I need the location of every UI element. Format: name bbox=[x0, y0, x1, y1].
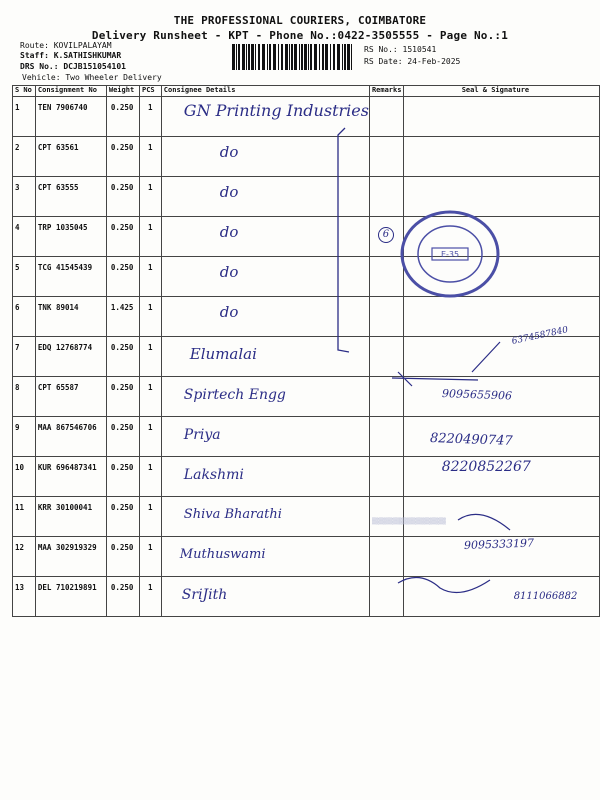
svg-text:E-35: E-35 bbox=[440, 250, 460, 259]
barcode-bar bbox=[251, 44, 254, 70]
barcode-bar bbox=[304, 44, 307, 70]
consignment-text: EDQ 12768774 bbox=[37, 343, 93, 352]
sno-text: 13 bbox=[15, 583, 25, 592]
table-row bbox=[13, 137, 600, 177]
table-row bbox=[13, 177, 600, 217]
cell-sno bbox=[13, 577, 36, 617]
drs-line bbox=[20, 62, 126, 71]
consignee-handwriting: Shiva Bharathi bbox=[183, 507, 282, 522]
col-pcs: PCS bbox=[140, 86, 162, 97]
barcode-bar bbox=[281, 44, 283, 70]
cell-consignee bbox=[161, 377, 369, 417]
barcode-bar bbox=[337, 44, 340, 70]
cell-sno bbox=[13, 217, 36, 257]
sno-text: 5 bbox=[15, 263, 20, 272]
cell-consignee bbox=[161, 417, 369, 457]
consignment-text: CPT 63555 bbox=[37, 183, 79, 192]
table-row bbox=[13, 377, 600, 417]
cell-consignment bbox=[35, 297, 106, 337]
cell-sno bbox=[13, 257, 36, 297]
barcode-bar bbox=[308, 44, 309, 70]
consignee-handwriting: do bbox=[219, 223, 239, 241]
cell-signature bbox=[403, 417, 599, 457]
staff-label: Staff: bbox=[20, 51, 49, 60]
barcode-bar bbox=[330, 44, 331, 70]
barcode-bar bbox=[285, 44, 288, 70]
cell-consignee bbox=[161, 457, 369, 497]
cell-weight bbox=[106, 217, 139, 257]
pcs-text: 1 bbox=[148, 343, 153, 352]
cell-weight bbox=[106, 417, 139, 457]
pcs-text: 1 bbox=[148, 143, 153, 152]
cell-consignee bbox=[161, 497, 369, 537]
cell-sno bbox=[13, 337, 36, 377]
barcode-bar bbox=[238, 44, 240, 70]
cell-remarks bbox=[369, 137, 403, 177]
rs-date-line bbox=[364, 57, 460, 66]
cell-weight bbox=[106, 257, 139, 297]
rs-no-value: 1510541 bbox=[402, 45, 437, 54]
runsheet-table-wrap bbox=[12, 85, 600, 617]
pcs-text: 1 bbox=[148, 183, 153, 192]
cell-weight bbox=[106, 297, 139, 337]
cell-signature bbox=[403, 137, 599, 177]
barcode-bar bbox=[319, 44, 320, 70]
barcode-bar bbox=[351, 44, 352, 70]
col-consignee: Consignee Details bbox=[161, 86, 369, 97]
cell-weight bbox=[106, 377, 139, 417]
barcode-bar bbox=[258, 44, 260, 70]
sno-text: 11 bbox=[15, 503, 25, 512]
consignee-handwriting: do bbox=[219, 303, 239, 321]
cell-pcs bbox=[140, 577, 162, 617]
cell-consignment bbox=[35, 497, 106, 537]
barcode bbox=[232, 44, 354, 70]
cell-pcs bbox=[140, 137, 162, 177]
barcode-bar bbox=[294, 44, 297, 70]
cell-consignee bbox=[161, 577, 369, 617]
table-row bbox=[13, 257, 600, 297]
barcode-bar bbox=[236, 44, 237, 70]
sno-text: 7 bbox=[15, 343, 20, 352]
cell-signature bbox=[403, 377, 599, 417]
company-name: THE PROFESSIONAL COURIERS, COIMBATORE bbox=[173, 14, 427, 27]
cell-weight bbox=[106, 337, 139, 377]
drs-label: DRS No.: bbox=[20, 62, 59, 71]
cell-consignment bbox=[35, 177, 106, 217]
barcode-bar bbox=[291, 44, 293, 70]
weight-text: 0.250 bbox=[110, 463, 134, 472]
barcode-bar bbox=[347, 44, 350, 70]
cell-pcs bbox=[140, 497, 162, 537]
pcs-text: 1 bbox=[148, 103, 153, 112]
weight-text: 0.250 bbox=[110, 383, 134, 392]
pcs-text: 1 bbox=[148, 263, 153, 272]
cell-sno bbox=[13, 417, 36, 457]
route-value: KOVILPALAYAM bbox=[53, 41, 112, 50]
cell-pcs bbox=[140, 297, 162, 337]
cell-signature bbox=[403, 537, 599, 577]
cell-signature bbox=[403, 457, 599, 497]
weight-text: 0.250 bbox=[110, 543, 134, 552]
cell-pcs bbox=[140, 257, 162, 297]
cell-remarks bbox=[369, 377, 403, 417]
cell-consignee bbox=[161, 97, 369, 137]
cell-weight bbox=[106, 97, 139, 137]
cell-consignee bbox=[161, 537, 369, 577]
barcode-bar bbox=[255, 44, 256, 70]
consignee-handwriting: Spirtech Engg bbox=[183, 387, 286, 403]
cell-pcs bbox=[140, 417, 162, 457]
weight-text: 0.250 bbox=[110, 223, 134, 232]
cell-remarks bbox=[369, 577, 403, 617]
cell-consignee bbox=[161, 177, 369, 217]
vehicle-value: Two Wheeler Delivery bbox=[65, 73, 162, 82]
rs-no-label: RS No.: bbox=[364, 45, 398, 54]
cell-remarks bbox=[369, 297, 403, 337]
table-row bbox=[13, 337, 600, 377]
signature-phone: 9095333197 bbox=[463, 536, 534, 552]
runsheet-subtitle: Delivery Runsheet - KPT - Phone No.:0422-3505555 - Page No.:1 bbox=[91, 29, 509, 42]
signature-phone: 8220490747 bbox=[429, 431, 513, 449]
cell-sno bbox=[13, 137, 36, 177]
cell-signature bbox=[403, 497, 599, 537]
weight-text: 1.425 bbox=[110, 303, 134, 312]
cell-consignment bbox=[35, 257, 106, 297]
vehicle-label: Vehicle: bbox=[22, 73, 61, 82]
pcs-text: 1 bbox=[148, 583, 153, 592]
cell-pcs bbox=[140, 337, 162, 377]
sno-text: 12 bbox=[15, 543, 25, 552]
cell-weight bbox=[106, 137, 139, 177]
signature-phone: 8220852267 bbox=[441, 459, 531, 475]
table-row bbox=[13, 537, 600, 577]
barcode-bar bbox=[248, 44, 250, 70]
cell-signature bbox=[403, 577, 599, 617]
barcode-bar bbox=[278, 44, 279, 70]
barcode-bar bbox=[269, 44, 271, 70]
sno-text: 1 bbox=[15, 103, 20, 112]
pcs-text: 1 bbox=[148, 543, 153, 552]
signature-phone: 8111066882 bbox=[513, 591, 578, 602]
barcode-bar bbox=[310, 44, 312, 70]
sno-text: 3 bbox=[15, 183, 20, 192]
cell-sno bbox=[13, 377, 36, 417]
col-sno: S No bbox=[13, 86, 36, 97]
pcs-text: 1 bbox=[148, 303, 153, 312]
rs-no-line bbox=[364, 45, 436, 54]
table-header-row bbox=[13, 86, 600, 97]
cell-weight bbox=[106, 537, 139, 577]
cell-signature bbox=[403, 325, 599, 377]
barcode-bar bbox=[232, 44, 235, 70]
cell-weight bbox=[106, 497, 139, 537]
consignee-handwriting: GN Printing Industries bbox=[183, 101, 369, 120]
consignment-text: TCG 41545439 bbox=[37, 263, 93, 272]
cell-sno bbox=[13, 97, 36, 137]
weight-text: 0.250 bbox=[110, 183, 134, 192]
barcode-bar bbox=[314, 44, 317, 70]
company-seal-stamp bbox=[398, 208, 502, 300]
cell-consignee bbox=[161, 297, 369, 337]
cell-remarks bbox=[369, 537, 403, 577]
weight-text: 0.250 bbox=[110, 343, 134, 352]
staff-line bbox=[20, 51, 121, 60]
consignment-text: TNK 89014 bbox=[37, 303, 79, 312]
barcode-bar bbox=[289, 44, 290, 70]
remark-circled: 6 bbox=[378, 227, 394, 243]
cell-weight bbox=[106, 177, 139, 217]
sno-text: 8 bbox=[15, 383, 20, 392]
cell-remarks bbox=[369, 457, 403, 497]
cell-pcs bbox=[140, 537, 162, 577]
cell-consignment bbox=[35, 577, 106, 617]
barcode-bar bbox=[262, 44, 265, 70]
consignee-handwriting: Elumalai bbox=[189, 345, 257, 363]
rs-date-value: 24-Feb-2025 bbox=[407, 57, 461, 66]
staff-value: K.SATHISHKUMAR bbox=[53, 51, 122, 60]
sno-text: 2 bbox=[15, 143, 20, 152]
cell-pcs bbox=[140, 217, 162, 257]
barcode-bar bbox=[242, 44, 245, 70]
cell-consignment bbox=[35, 337, 106, 377]
pcs-text: 1 bbox=[148, 423, 153, 432]
table-row bbox=[13, 217, 600, 257]
sno-text: 10 bbox=[15, 463, 25, 472]
cell-consignment bbox=[35, 137, 106, 177]
cell-consignee bbox=[161, 337, 369, 377]
weight-text: 0.250 bbox=[110, 143, 134, 152]
barcode-bar bbox=[246, 44, 247, 70]
pcs-text: 1 bbox=[148, 223, 153, 232]
cell-sno bbox=[13, 177, 36, 217]
cell-remarks bbox=[369, 417, 403, 457]
consignee-handwriting: SriJith bbox=[181, 587, 228, 603]
pcs-text: 1 bbox=[148, 463, 153, 472]
consignment-text: DEL 710219891 bbox=[37, 583, 97, 592]
weight-text: 0.250 bbox=[110, 263, 134, 272]
vehicle-line bbox=[22, 73, 162, 82]
weight-text: 0.250 bbox=[110, 583, 134, 592]
table-row bbox=[13, 297, 600, 337]
barcode-bar bbox=[301, 44, 303, 70]
rs-date-label: RS Date: bbox=[364, 57, 403, 66]
sno-text: 9 bbox=[15, 423, 20, 432]
cell-consignment bbox=[35, 537, 106, 577]
cell-weight bbox=[106, 577, 139, 617]
cell-sno bbox=[13, 457, 36, 497]
sno-text: 4 bbox=[15, 223, 20, 232]
barcode-bar bbox=[325, 44, 328, 70]
consignee-handwriting: Lakshmi bbox=[183, 467, 244, 483]
signature-phone: 9095655906 bbox=[441, 387, 512, 403]
weight-text: 0.250 bbox=[110, 103, 134, 112]
cell-consignment bbox=[35, 377, 106, 417]
drs-value: DCJB151054101 bbox=[63, 62, 126, 71]
route-line bbox=[20, 41, 112, 50]
consignment-text: MAA 867546706 bbox=[37, 423, 97, 432]
barcode-bar bbox=[342, 44, 343, 70]
col-remarks: Remarks bbox=[369, 86, 403, 97]
cell-sno bbox=[13, 537, 36, 577]
barcode-bar bbox=[344, 44, 346, 70]
consignment-text: CPT 63561 bbox=[37, 143, 79, 152]
cell-sno bbox=[13, 297, 36, 337]
cell-consignee bbox=[161, 137, 369, 177]
cell-pcs bbox=[140, 97, 162, 137]
barcode-bar bbox=[322, 44, 324, 70]
col-weight: Weight bbox=[106, 86, 139, 97]
consignee-handwriting: Muthuswami bbox=[179, 547, 266, 562]
sno-text: 6 bbox=[15, 303, 20, 312]
col-signature: Seal & Signature bbox=[403, 86, 599, 97]
cell-pcs bbox=[140, 177, 162, 217]
cell-consignment bbox=[35, 457, 106, 497]
cell-remarks bbox=[369, 337, 403, 377]
table-row bbox=[13, 497, 600, 537]
table-row bbox=[13, 457, 600, 497]
route-label: Route: bbox=[20, 41, 49, 50]
consignee-handwriting: do bbox=[219, 143, 239, 161]
table-row bbox=[13, 577, 600, 617]
cell-pcs bbox=[140, 377, 162, 417]
barcode-bar bbox=[267, 44, 268, 70]
cell-remarks bbox=[369, 497, 403, 537]
consignment-text: TRP 1035045 bbox=[37, 223, 88, 232]
barcode-bar bbox=[273, 44, 276, 70]
weight-text: 0.250 bbox=[110, 503, 134, 512]
signature-phone: 6374587840 bbox=[510, 325, 569, 347]
col-consignment: Consignment No bbox=[35, 86, 106, 97]
consignment-text: MAA 302919329 bbox=[37, 543, 97, 552]
cell-consignee bbox=[161, 257, 369, 297]
weight-text: 0.250 bbox=[110, 423, 134, 432]
consignee-handwriting: do bbox=[219, 183, 239, 201]
runsheet-table bbox=[12, 85, 600, 617]
consignment-text: KUR 696487341 bbox=[37, 463, 97, 472]
consignment-text: CPT 65587 bbox=[37, 383, 79, 392]
cell-sno bbox=[13, 497, 36, 537]
cell-consignment bbox=[35, 217, 106, 257]
consignment-text: KRR 30100041 bbox=[37, 503, 93, 512]
table-row bbox=[13, 417, 600, 457]
cell-remarks bbox=[369, 97, 403, 137]
pcs-text: 1 bbox=[148, 383, 153, 392]
cell-pcs bbox=[140, 457, 162, 497]
pcs-text: 1 bbox=[148, 503, 153, 512]
barcode-bar bbox=[299, 44, 300, 70]
barcode-bar bbox=[333, 44, 335, 70]
consignment-text: TEN 7906740 bbox=[37, 103, 88, 112]
consignee-handwriting: Priya bbox=[183, 427, 221, 443]
cell-consignment bbox=[35, 97, 106, 137]
cell-consignee bbox=[161, 217, 369, 257]
ghost-seal-impression: ▒▒▒▒▒▒▒▒▒▒▒▒▒▒▒▒ bbox=[372, 518, 446, 525]
cell-weight bbox=[106, 457, 139, 497]
table-row bbox=[13, 97, 600, 137]
cell-signature bbox=[403, 97, 599, 137]
cell-consignment bbox=[35, 417, 106, 457]
consignee-handwriting: do bbox=[219, 263, 239, 281]
